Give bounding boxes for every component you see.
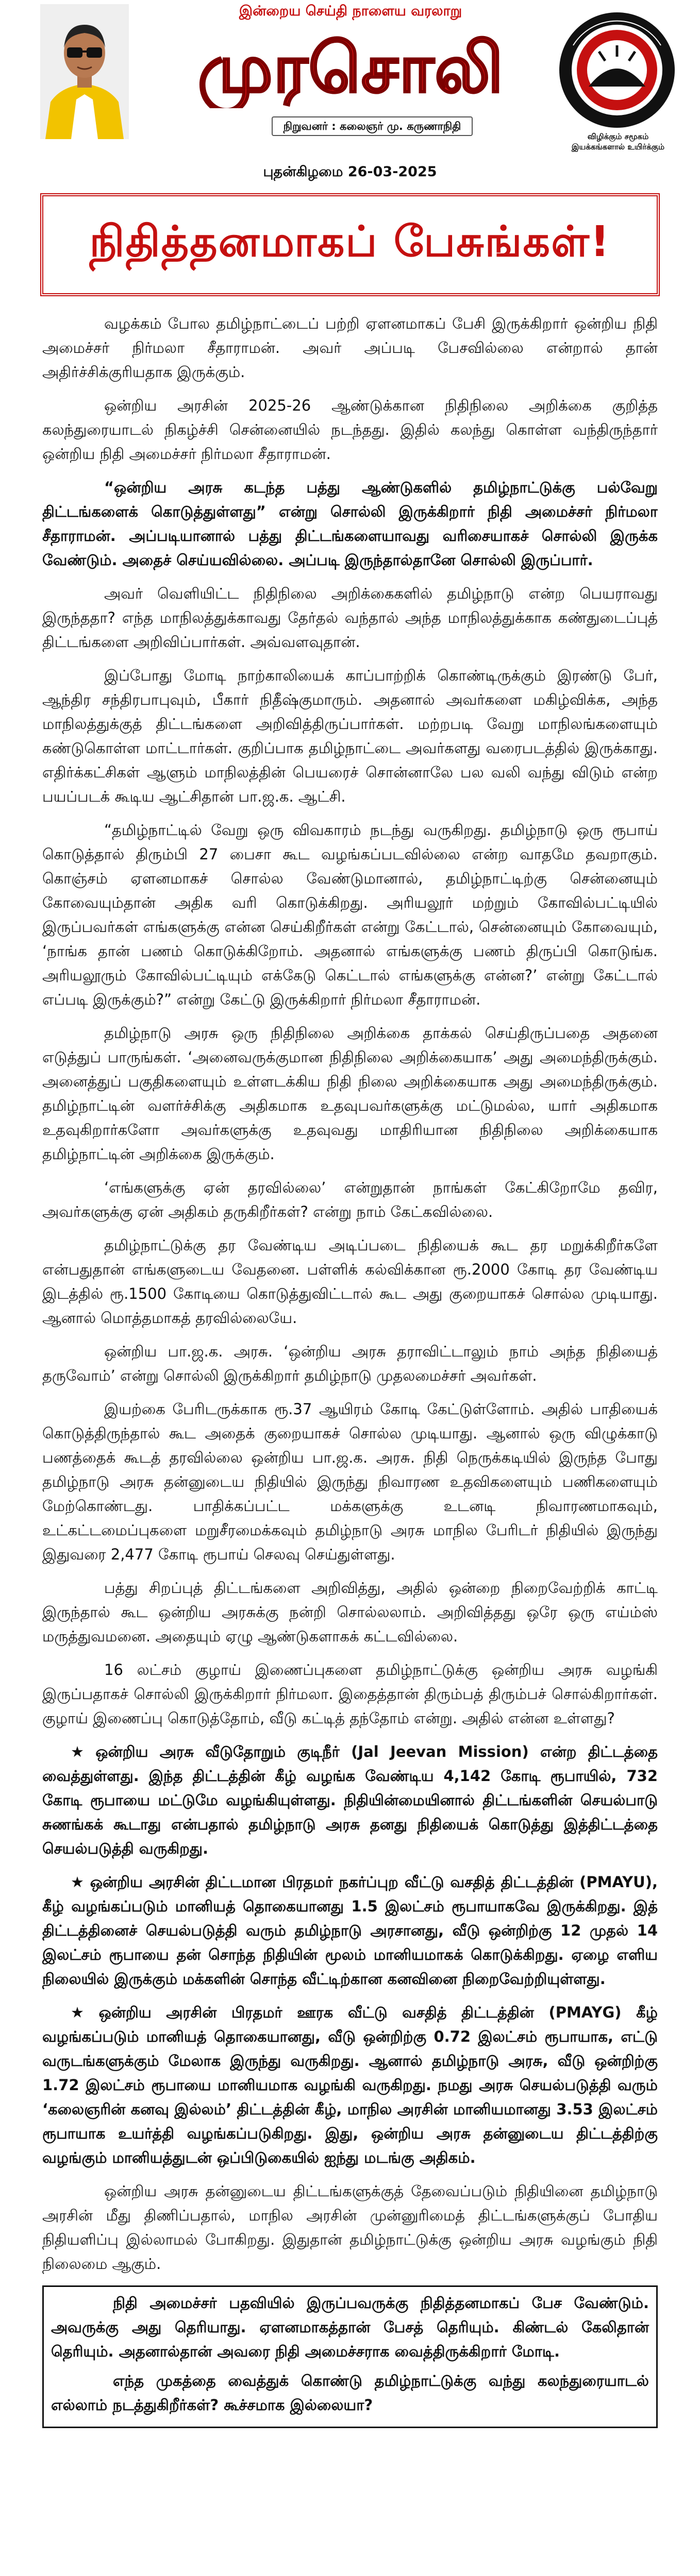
paragraph: இயற்கை பேரிடருக்காக ரூ.37 ஆயிரம் கோடி கேட்டுள்ளோம். அதில் பாதியைக் கொடுத்திருந்தால் கூட அதைக் குறையாகச் சொல்ல முடியாது. ஆனால் ஒரு விழுக்காடு பணத்தைக் கூடத் தரவில்லை ஒன்றிய பா.ஜ.க. அரசு. நிதி நெருக்கடியில் இருந்த போது தமிழ்நாடு அரசு தன்னுடைய நிதியில் இருந்து நிவாரண உதவிகளையும் பணிகளையும் மேற்கொண்டது. பாதிக்கப்பட்ட மக்களுக்கு உடனடி நிவாரணமாகவும், உட்கட்டமைப்புகளை மறுசீரமைக்கவும் தமிழ்நாடு அரசு மாநில பேரிடர் நிதியில் இருந்து இதுவரை 2,477 கோடி ரூபாய் செலவு செய்துள்ளது. — [42, 1400, 658, 1563]
bullet-text: ஒன்றிய அரசின் பிரதமர் ஊரக வீட்டு வசதித் திட்டத்தின் (PMAYG) கீழ் வழங்கப்படும் மானியத் தொகையானது, வீடு ஒன்றிற்கு 0.72 இலட்சம் ரூபாயாக, எட்டு வருடங்களுக்கும் மேலாக இருந்து வருகிறது. ஆனால் தமிழ்நாடு அரசு, வீடு ஒன்றிற்கு 1.72 இலட்சம் ரூபாயை மானியமாக வழங்கி வருகிறது. நமது அரசு செயல்படுத்தி வரும் ‘கலைஞரின் கனவு இல்லம்’ திட்டத்தின் கீழ், மாநில அரசின் மானியமானது 3.53 இலட்சம் ரூபாயாக உயர்த்தி வழங்கப்படுகிறது. இது, ஒன்றிய அரசு தன்னுடைய திட்டத்திற்கு வழங்கும் மானியத்துடன் ஒப்பிடுகையில் ஐந்து மடங்கு அதிகம். — [42, 2004, 658, 2166]
nameplate-text: முரசொலி — [197, 29, 504, 108]
editorial-body — [42, 312, 658, 2576]
bullet-paragraph — [42, 1870, 658, 1991]
masthead — [0, 0, 700, 155]
bullet-paragraph — [42, 1740, 658, 1861]
paragraph: “தமிழ்நாட்டில் வேறு ஒரு விவகாரம் நடந்து வருகிறது. தமிழ்நாடு ஒரு ரூபாய் கொடுத்தால் திரும்பி 27 பைசா கூட வழங்கப்படவில்லை என்ற வாதமே தவறாகும். கொஞ்சம் ஏளனமாகச் சொல்ல வேண்டுமானால், தமிழ்நாட்டிற்கு சென்னையும் கோவையும்தான் அதிக வரி கொடுக்கிறது. அரியலூர் மற்றும் கோவில்பட்டியில் இருப்பவர்கள் எங்களுக்கு என்ன செய்கிறீர்கள் என்று கேட்டால், சென்னையும் கோவையும், ‘நாங்க தான் பணம் கொடுக்கிறோம். அதனால் எங்களுக்கு பணம் திருப்பி கொடுங்க. அரியலூரும் கோவில்பட்டியும் எக்கேடு கெட்டால் எங்களுக்கு என்ன?’ என்று கேட்டால் எப்படி இருக்கும்?” என்று கேட்டு இருக்கிறார் நிர்மலா சீதாராமன். — [42, 821, 658, 1008]
founder-byline: நிறுவனர் : கலைஞர் மு. கருணாநிதி — [272, 116, 473, 136]
founder-portrait — [40, 4, 129, 139]
paragraph: வழக்கம் போல தமிழ்நாட்டைப் பற்றி ஏளனமாகப் பேசி இருக்கிறார் ஒன்றிய நிதி அமைச்சர் நிர்மலா சீதாராமன். அவர் அப்படி பேசவில்லை என்றால் தான் அதிர்ச்சிக்குரியதாக இருக்கும். — [42, 315, 658, 381]
paragraph: ‘எங்களுக்கு ஏன் தரவில்லை’ என்றுதான் நாங்கள் கேட்கிறோமே தவிர, அவர்களுக்கு ஏன் அதிகம் தருகிறீர்கள்? என்று நாம் கேட்கவில்லை. — [42, 1179, 658, 1221]
paragraph: அவர் வெளியிட்ட நிதிநிலை அறிக்கைகளில் தமிழ்நாடு என்ற பெயராவது இருந்ததா? எந்த மாநிலத்துக்காவது தேர்தல் வந்தால் அந்த மாநிலத்துக்காக கண்துடைப்புத் திட்டங்களை அறிவிப்பார்கள். அவ்வளவுதான். — [42, 585, 658, 651]
star-bullet-icon: ★ — [71, 1873, 85, 1891]
paragraph: 16 லட்சம் குழாய் இணைப்புகளை தமிழ்நாட்டுக்கு ஒன்றிய அரசு வழங்கி இருப்பதாகச் சொல்லி இருக்கிறார் நிர்மலா. இதைத்தான் திரும்பத் திரும்பச் சொல்கிறார்கள். குழாய் இணைப்பு கொடுத்தோம், வீடு கட்டித் தந்தோம் என்று. அதில் என்ன உள்ளது? — [42, 1661, 658, 1727]
emblem-caption: விழிக்கும் சமூகம் இயக்கங்களால் உயிர்க்கும் — [571, 132, 665, 151]
paragraph: பத்து சிறப்புத் திட்டங்களை அறிவித்து, அதில் ஒன்றை நிறைவேற்றிக் காட்டி இருந்தால் கூட ஒன்றிய அரசுக்கு நன்றி சொல்லலாம். அறிவித்தது ஒரே ஒரு எய்ம்ஸ் மருத்துவமனை. அதையும் ஏழு ஆண்டுகளாகக் கட்டவில்லை. — [42, 1579, 658, 1645]
paragraph: இப்போது மோடி நாற்காலியைக் காப்பாற்றிக் கொண்டிருக்கும் இரண்டு பேர், ஆந்திர சந்திரபாபுவும், பீகார் நிதீஷ்குமாரும். அதனால் அவர்களை மகிழ்விக்க, அந்த மாநிலத்துக்குத் திட்டங்களை அறிவித்திருப்பார்கள். மற்றபடி வேறு மாநிலங்களையும் கண்டுகொள்ள மாட்டார்கள். குறிப்பாக தமிழ்நாட்டை அவர்களது வரைபடத்தில் இருக்காது. எதிர்க்கட்சிகள் ஆளும் மாநிலத்தின் பெயரைச் சொன்னாலே பல வலி வந்து விடும் என்ற பயப்படக் கூடிய ஆட்சிதான் பா.ஜ.க. ஆட்சி. — [42, 667, 658, 805]
bullet-text: ஒன்றிய அரசின் திட்டமான பிரதமர் நகர்ப்புற வீட்டு வசதித் திட்டத்தின் (PMAYU), கீழ் வழங்கப்படும் மானியத் தொகையானது 1.5 இலட்சம் ரூபாயாகவே இருக்கிறது. இத் திட்டத்தினைச் செயல்படுத்தி வரும் தமிழ்நாடு அரசானது, வீடு ஒன்றிற்கு 12 முதல் 14 இலட்சம் ரூபாயை தன் சொந்த நிதியின் மூலம் மானியமாகக் கொடுக்கிறது. ஏழை எளிய நிலையில் இருக்கும் மக்களின் சொந்த வீட்டிற்கான கனவினை நிறைவேற்றியுள்ளது. — [42, 1873, 658, 1988]
nameplate — [183, 26, 518, 108]
bullet-paragraph — [42, 2001, 658, 2170]
closing-box — [42, 2285, 658, 2428]
paragraph: ஒன்றிய பா.ஜ.க. அரசு. ‘ஒன்றிய அரசு தராவிட்டாலும் நாம் அந்த நிதியைத் தருவோம்’ என்று சொல்லி இருக்கிறார் தமிழ்நாடு முதலமைச்சர் அவர்கள். — [42, 1343, 658, 1384]
headline-box — [40, 193, 660, 296]
editorial-headline: நிதித்தனமாகப் பேசுங்கள்! — [89, 217, 611, 266]
paragraph: தமிழ்நாட்டுக்கு தர வேண்டிய அடிப்படை நிதியைக் கூட தர மறுக்கிறீர்களே என்பதுதான் எங்களுடைய வேதனை. பள்ளிக் கல்விக்கான ரூ.2000 கோடி தர வேண்டிய இடத்தில் ரூ.1500 கோடியை கொடுத்துவிட்டால் கூட அது குறையாகச் சொல்ல முடியாது. ஆனால் மொத்தமாகத் தரவில்லையே. — [42, 1236, 658, 1327]
bullet-text: ஒன்றிய அரசு வீடுதோறும் குடிநீர் (Jal Jeevan Mission) என்ற திட்டத்தை வைத்துள்ளது. இந்த திட்டத்தின் கீழ் வழங்க வேண்டிய 4,142 கோடி ரூபாயில், 732 கோடி ரூபாயை மட்டுமே வழங்கியுள்ளது. நிதியின்மையினால் திட்டங்களின் செயல்பாடு சுணங்கக் கூடாது என்பதால் தமிழ்நாடு அரசு தனது நிதியைக் கொடுத்து இத்திட்டத்தை செயல்படுத்தி வருகிறது. — [42, 1743, 658, 1857]
paragraph: “ஒன்றிய அரசு கடந்த பத்து ஆண்டுகளில் தமிழ்நாட்டுக்கு பல்வேறு திட்டங்களைக் கொடுத்துள்ளது” என்று சொல்லி இருக்கிறார் நிதி அமைச்சர் நிர்மலா சீதாராமன். அப்படியானால் பத்து திட்டங்களையாவது வரிசையாகச் சொல்லி இருக்க வேண்டும். அதைச் செய்யவில்லை. அப்படி இருந்தால்தானே சொல்லி இருப்பார். — [42, 479, 658, 569]
dateline: புதன்கிழமை 26-03-2025 — [263, 164, 437, 180]
star-bullet-icon: ★ — [71, 2004, 94, 2021]
star-bullet-icon: ★ — [71, 1743, 91, 1760]
closing-paragraph: நிதி அமைச்சர் பதவியில் இருப்பவருக்கு நிதித்தனமாகப் பேச வேண்டும். அவருக்கு அது தெரியாது. ஏளனமாகத்தான் பேசத் தெரியும். கிண்டல் கேலிதான் தெரியும். அதனால்தான் அவரை நிதி அமைச்சராக வைத்திருக்கிறார் மோடி. — [51, 2294, 649, 2360]
paragraph: ஒன்றிய அரசு தன்னுடைய திட்டங்களுக்குத் தேவைப்படும் நிதியினை தமிழ்நாடு அரசின் மீது திணிப்பதால், மாநில அரசின் முன்னுரிமைத் திட்டங்களுக்குப் போதிய நிதியளிப்பு இல்லாமல் போகிறது. இதுதான் தமிழ்நாட்டுக்கு ஒன்றிய அரசு வழங்கும் நிதி நிலைமை ஆகும். — [42, 2182, 658, 2273]
paragraph: தமிழ்நாடு அரசு ஒரு நிதிநிலை அறிக்கை தாக்கல் செய்திருப்பதை அதனை எடுத்துப் பாருங்கள். ‘அனைவருக்குமான நிதிநிலை அறிக்கையாக’ அது அமைந்திருக்கும். அனைத்துப் பகுதிகளையும் உள்ளடக்கிய நிதி நிலை அறிக்கையாக அது அமைந்திருக்கும். தமிழ்நாட்டின் வளர்ச்சிக்கு அதிகமாக உதவுபவர்களுக்கு மட்டுமல்ல, யார் அதிகமாக உதவுகிறார்களோ அவர்களுக்கு உதவுவது மாதிரியான நிதிநிலை அறிக்கையாக தமிழ்நாட்டின் அறிக்கை இருக்கும். — [42, 1024, 658, 1163]
paragraph: ஒன்றிய அரசின் 2025-26 ஆண்டுக்கான நிதிநிலை அறிக்கை குறித்த கலந்துரையாடல் நிகழ்ச்சி சென்னையில் நடந்தது. இதில் கலந்து கொள்ள வந்திருந்தார் ஒன்றிய நிதி அமைச்சர் நிர்மலா சீதாராமன். — [42, 397, 658, 463]
tagline: இன்றைய செய்தி நாளைய வரலாறு — [239, 3, 462, 19]
party-emblem — [558, 9, 676, 133]
closing-paragraph: எந்த முகத்தை வைத்துக் கொண்டு தமிழ்நாட்டுக்கு வந்து கலந்துரையாடல் எல்லாம் நடத்துகிறீர்கள்? கூச்சமாக இல்லையா? — [51, 2372, 649, 2414]
